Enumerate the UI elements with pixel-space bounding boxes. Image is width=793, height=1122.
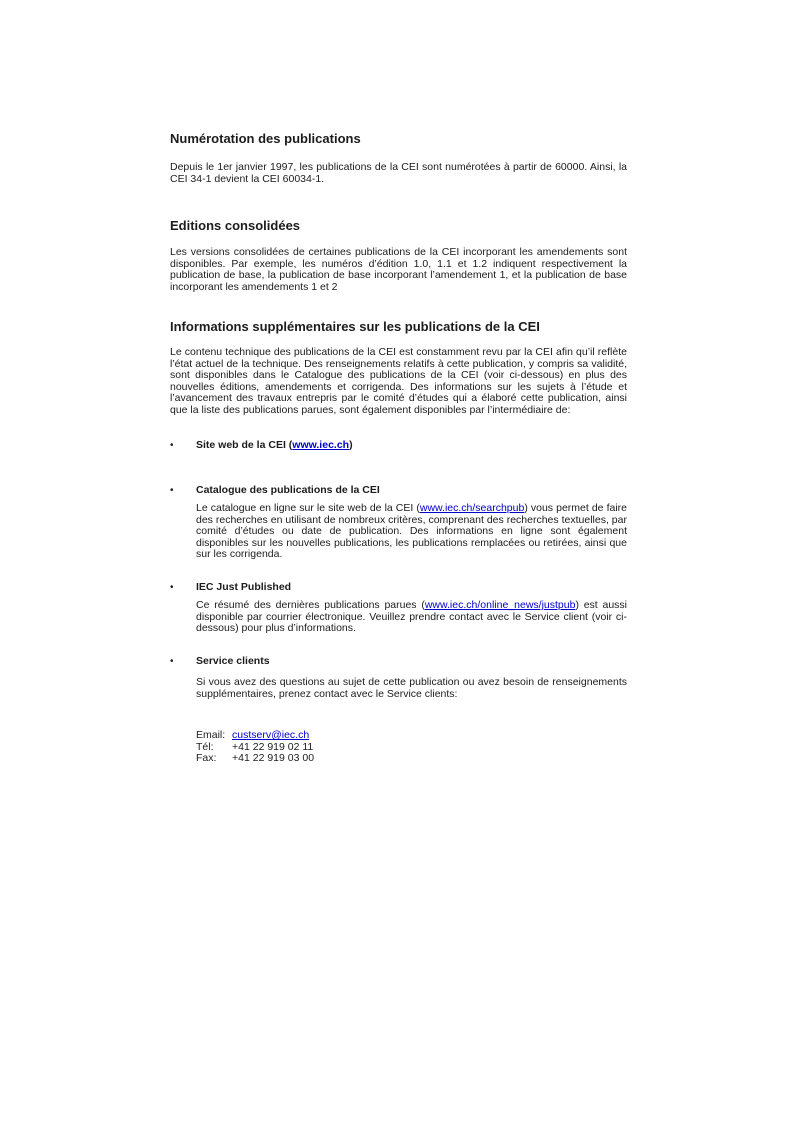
contact-fax-row	[196, 753, 627, 765]
bullet-just-published-text	[196, 600, 627, 635]
contact-email-row	[196, 730, 627, 742]
heading-numerotation: Numérotation des publications	[170, 131, 361, 146]
bullet-icon: •	[170, 581, 174, 593]
paragraph-numerotation: Depuis le 1er janvier 1997, les publications de la CEI sont numérotées à partir de 60000. Ainsi, la CEI 34-1 devient la CEI 60034-1.	[170, 161, 627, 185]
site-web-label-suffix: )	[349, 439, 353, 451]
catalogue-text-suffix: ) vous permet de faire des recherches en utilisant de nombreux critères, comprenant des recherches textuelles, par comité d’études ou date de publication. Des informations en ligne sont également disponibles sur les nouvelles publications, les publications remplacées ou retirées, ainsi que sur les corrigenda.	[196, 502, 627, 560]
fax-value: +41 22 919 03 00	[232, 752, 315, 764]
iec-justpub-link[interactable]: www.iec.ch/online_news/justpub	[424, 599, 576, 611]
bullet-catalogue	[170, 485, 627, 561]
bullet-just-published-label: IEC Just Published	[196, 580, 292, 593]
bullet-service-clients	[170, 656, 627, 765]
iec-website-link[interactable]: www.iec.ch	[292, 439, 350, 451]
bullet-icon: •	[170, 440, 174, 451]
just-published-text-prefix: Ce résumé des dernières publications parues (	[196, 599, 425, 611]
bullet-service-clients-text: Si vous avez des questions au sujet de cette publication ou avez besoin de renseignements supplémentaires, prenez contact avec le Service clients:	[196, 676, 627, 700]
bullet-icon: •	[170, 484, 174, 496]
fax-label: Fax:	[196, 752, 217, 764]
heading-informations-supplementaires: Informations supplémentaires sur les publications de la CEI	[170, 319, 540, 334]
bullet-service-clients-body	[196, 656, 627, 765]
tel-value: +41 22 919 02 11	[232, 740, 314, 753]
email-link[interactable]: custserv@iec.ch	[232, 729, 310, 741]
bullet-site-web	[170, 440, 627, 452]
bullet-icon: •	[170, 655, 174, 667]
bullet-catalogue-text	[196, 503, 627, 561]
bullet-catalogue-label: Catalogue des publications de la CEI	[196, 483, 380, 496]
email-label: Email:	[196, 729, 226, 741]
bullet-just-published	[170, 582, 627, 635]
bullet-site-web-body	[196, 440, 627, 452]
iec-searchpub-link[interactable]: www.iec.ch/searchpub	[419, 502, 525, 514]
heading-editions-consolidees: Editions consolidées	[170, 218, 301, 233]
paragraph-informations-supplementaires: Le contenu technique des publications de la CEI est constamment revu par la CEI afin qu’il reflète l’état actuel de la technique. Des renseignements relatifs à cette publication, y compris sa validité, sont disponibles dans le Catalogue des publications de la CEI (voir ci-dessous) en plus des nouvelles éditions, amendements et corrigenda. Des informations sur les sujets à l’étude et l’avancement des travaux entrepris par le comité d’études qui a élaboré cette publication, ainsi que la liste des publications parues, sont également disponibles par l’intermédiaire de:	[170, 346, 627, 416]
bullet-service-clients-label: Service clients	[196, 654, 270, 667]
tel-label: Tél:	[196, 740, 214, 753]
bullet-site-web-label	[196, 440, 627, 452]
page-content	[170, 131, 627, 765]
bullet-just-published-body	[196, 582, 627, 635]
contact-block	[196, 730, 627, 765]
catalogue-text-prefix: Le catalogue en ligne sur le site web de la CEI (	[196, 502, 420, 514]
just-published-text-suffix: ) est aussi disponible par courrier électronique. Veuillez prendre contact avec le Service client (voir ci-dessous) pour plus d’informations.	[196, 599, 627, 634]
paragraph-editions-consolidees: Les versions consolidées de certaines publications de la CEI incorporant les amendements sont disponibles. Par exemple, les numéros d’édition 1.0, 1.1 et 1.2 indiquent respectivement la publication de base, la publication de base incorporant l’amendement 1, et la publication de base incorporant les amendements 1 et 2	[170, 246, 627, 293]
site-web-label-prefix: Site web de la CEI (	[196, 439, 293, 451]
bullet-catalogue-body	[196, 485, 627, 561]
